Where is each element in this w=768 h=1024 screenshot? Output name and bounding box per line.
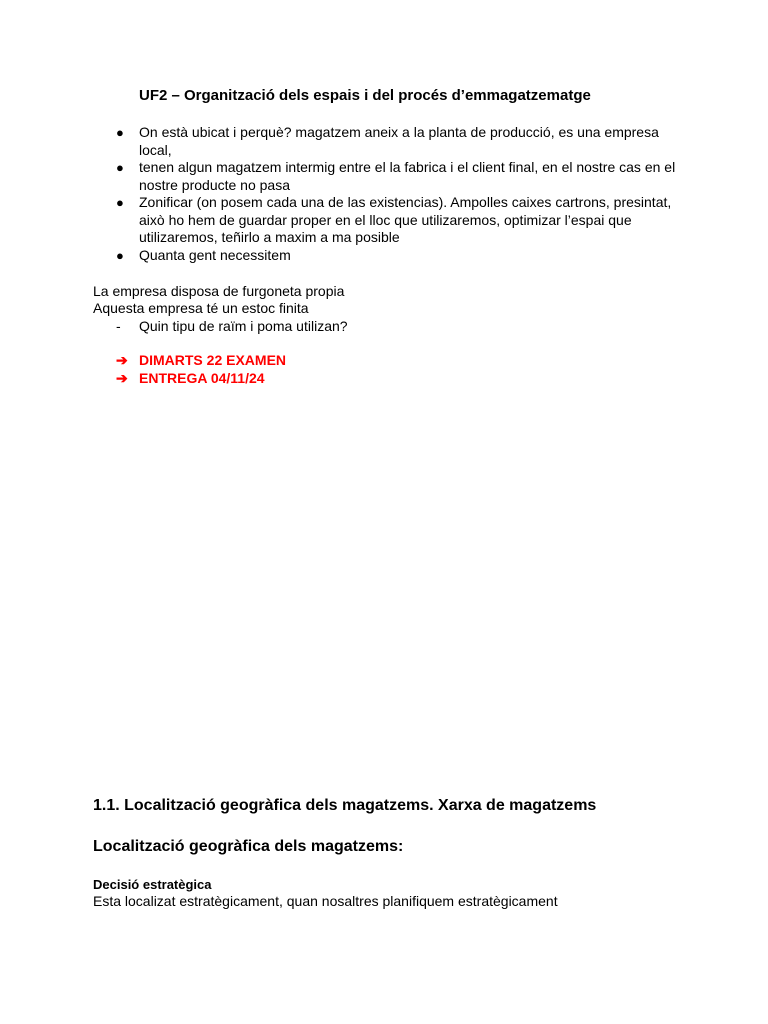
minor-heading: Decisió estratègica [93,877,212,892]
bullet-icon: ● [116,195,124,210]
bullet-item [116,194,684,247]
dash-list-item [116,318,348,336]
reminder-text: DIMARTS 22 EXAMEN [139,352,287,368]
arrow-right-icon: ➔ [116,352,128,368]
reminder-item [116,369,286,388]
reminder-list [116,352,287,387]
bullet-icon: ● [116,125,124,140]
arrow-right-icon: ➔ [116,369,128,386]
note-line: La empresa disposa de furgoneta propia [93,283,345,299]
dash-item-text: Quin tipu de raïm i poma utilizan? [139,318,348,334]
bullet-text: Zonificar (on posem cada una de las existencias). Ampolles caixes cartrons, presintat, això ho hem de guardar proper en el lloc que utilizaremos, optimizar l’espai que utilizaremos, teñirlo a maxim a ma posible [139,194,672,245]
bullet-item [116,246,684,265]
paragraph-text: Esta localizat estratègicament, quan nosaltres planifiquem estratègicament [93,893,558,909]
document-title: UF2 – Organització dels espais i del procés d’emmagatzematge [139,87,591,104]
bullet-text: tenen algun magatzem intermig entre el la fabrica i el client final, en el nostre cas en el nostre producte no pasa [139,159,676,193]
note-line: Aquesta empresa té un estoc finita [93,300,309,316]
bullet-text: Quanta gent necessitem [139,246,291,263]
section-subheading: Localització geogràfica dels magatzems: [93,838,404,855]
reminder-text: ENTREGA 04/11/24 [139,369,265,386]
bullet-icon: ● [116,160,124,175]
bullet-text: On està ubicat i perquè? magatzem aneix a la planta de producció, es una empresa local, [139,124,659,158]
bullet-item [116,124,684,159]
bullet-icon: ● [116,247,124,263]
reminder-item [116,352,287,370]
bullet-list [116,124,684,264]
bullet-item [116,159,684,194]
dash-icon: - [116,318,121,334]
section-heading: 1.1. Localització geogràfica dels magatzems. Xarxa de magatzems [93,797,597,814]
